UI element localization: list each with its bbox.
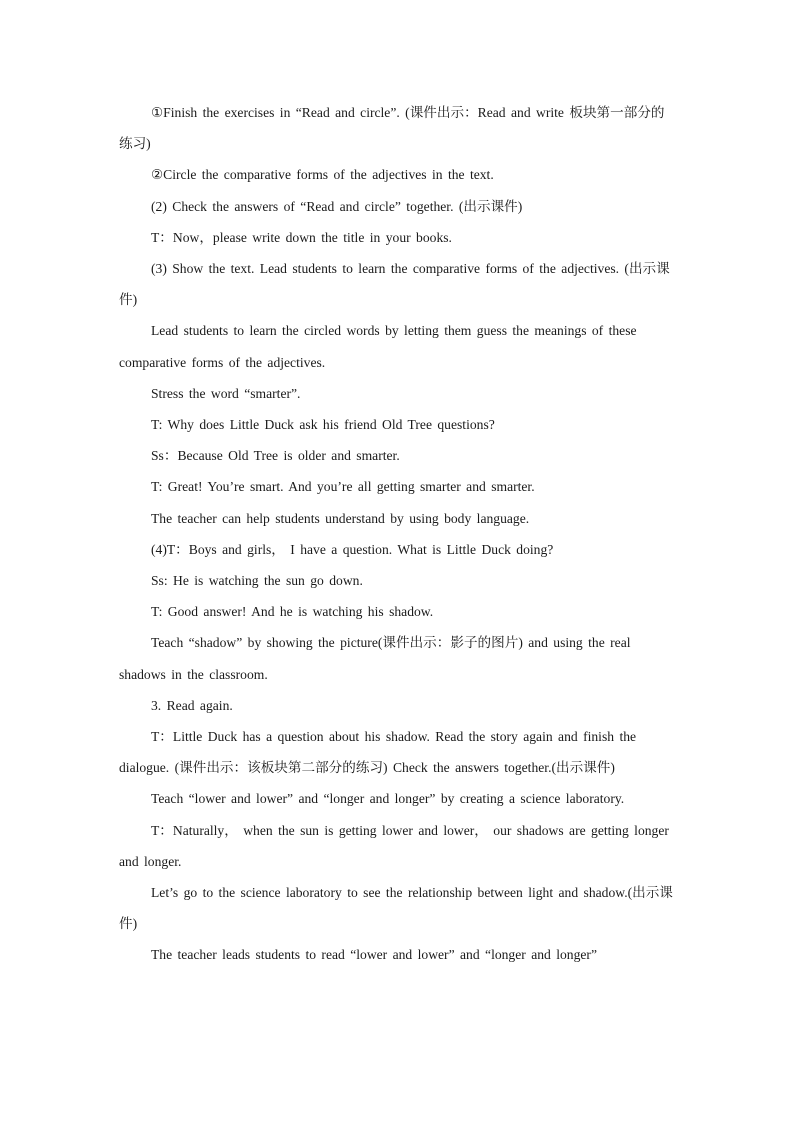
document-body bbox=[119, 97, 675, 971]
paragraph: Ss: He is watching the sun go down. bbox=[151, 573, 363, 589]
paragraph: Ss：Because Old Tree is older and smarter. bbox=[151, 448, 400, 464]
paragraph: 3. Read again. bbox=[151, 697, 233, 713]
paragraph: Lead students to learn the circled words by letting them guess the meanings of these comparative forms of the adjectives. bbox=[119, 323, 637, 370]
paragraph: T: Why does Little Duck ask his friend Old Tree questions? bbox=[151, 417, 495, 433]
paragraph: The teacher can help students understand by using body language. bbox=[151, 510, 530, 526]
paragraph: Let’s go to the science laboratory to see the relationship between light and shadow.(出示课件) bbox=[119, 885, 673, 932]
paragraph: T: Great! You’re smart. And you’re all getting smarter and smarter. bbox=[151, 479, 535, 495]
paragraph: Stress the word “smarter”. bbox=[151, 385, 301, 401]
paragraph: T：Little Duck has a question about his shadow. Read the story again and finish the dialogue. (课件出示：该板块第二部分的练习) Check the answers together.(出示课件) bbox=[119, 729, 637, 776]
paragraph: ②Circle the comparative forms of the adjectives in the text. bbox=[151, 167, 494, 183]
paragraph: T：Now，please write down the title in your books. bbox=[151, 229, 452, 245]
paragraph: T: Good answer! And he is watching his shadow. bbox=[151, 604, 434, 620]
paragraph: (2) Check the answers of “Read and circle” together. (出示课件) bbox=[151, 198, 523, 214]
paragraph: ①Finish the exercises in “Read and circle”. (课件出示：Read and write 板块第一部分的练习) bbox=[119, 105, 665, 152]
paragraph: Teach “shadow” by showing the picture(课件出示：影子的图片) and using the real shadows in the classroom. bbox=[119, 635, 631, 682]
paragraph: The teacher leads students to read “lower and lower” and “longer and longer” bbox=[151, 947, 597, 963]
paragraph: T：Naturally， when the sun is getting lower and lower， our shadows are getting longer and longer. bbox=[119, 822, 669, 869]
paragraph: Teach “lower and lower” and “longer and longer” by creating a science laboratory. bbox=[151, 791, 625, 807]
paragraph: (4)T：Boys and girls， I have a question. What is Little Duck doing? bbox=[151, 541, 554, 557]
paragraph: (3) Show the text. Lead students to learn the comparative forms of the adjectives. (出示课件) bbox=[119, 261, 670, 308]
